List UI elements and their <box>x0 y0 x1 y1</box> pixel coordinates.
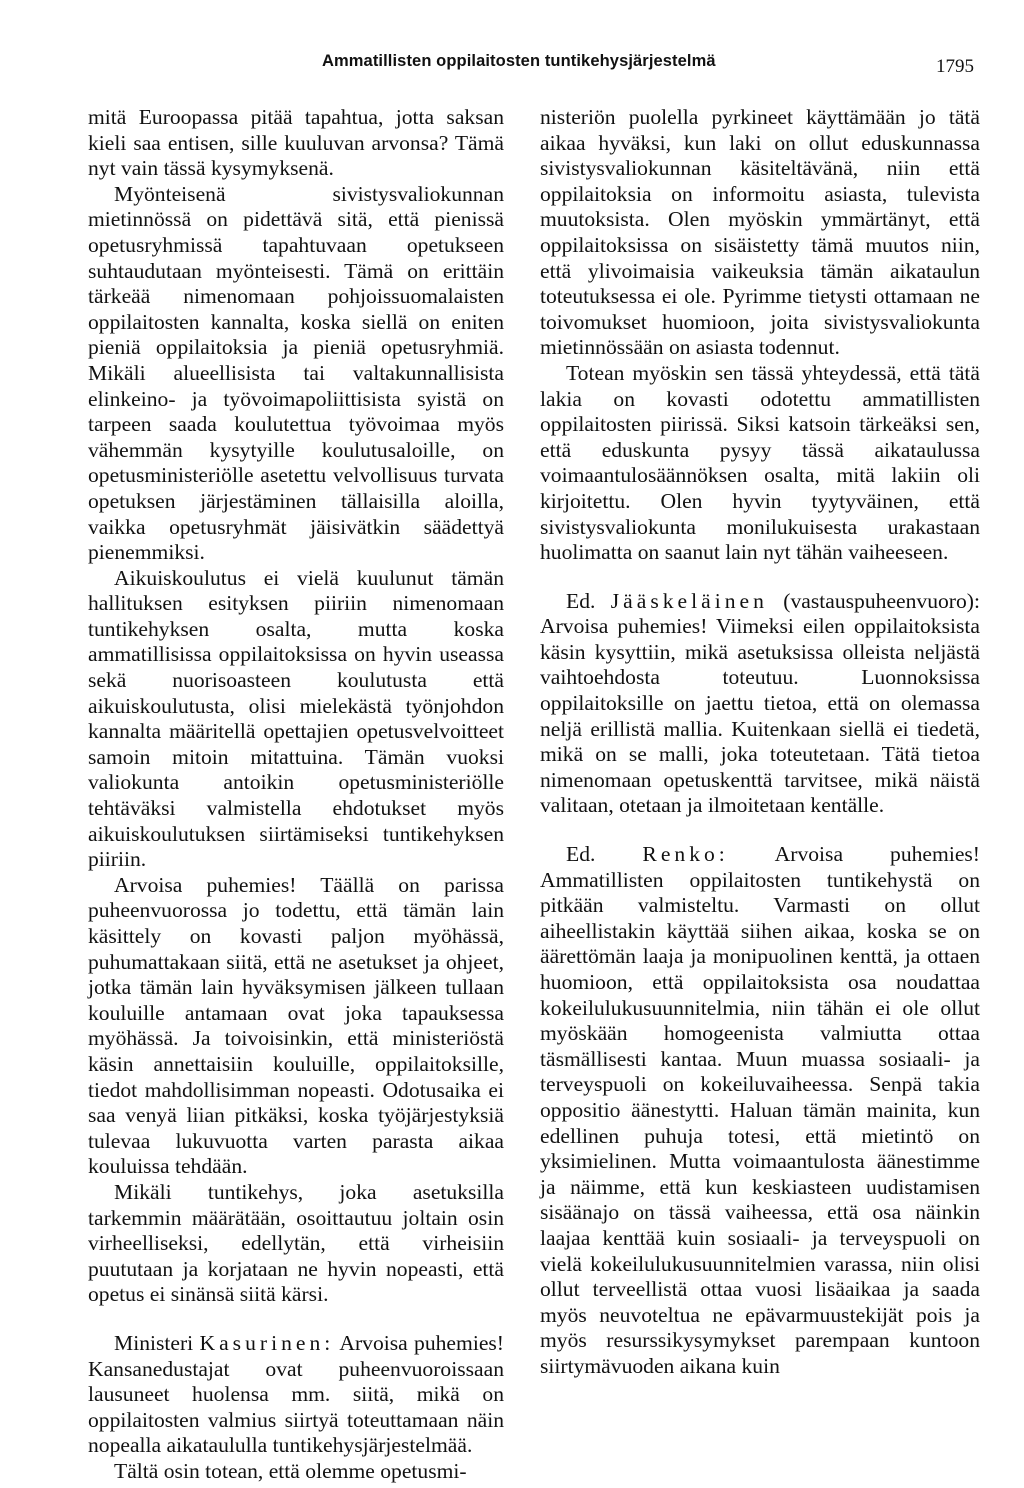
speech-text: Arvoisa puhemies! Kansanedustajat ovat puheenvuoroissaan lausuneet huolensa mm. siitä, mikä on oppilaitosten valmius siirtyä toteuttamaan näin nopealla aikataululla tuntikehysjärjestelmää. <box>88 1330 504 1458</box>
running-title: Ammatillisten oppilaitosten tuntikehysjärjestelmä <box>322 52 716 70</box>
right-column <box>540 105 980 1380</box>
paragraph: Totean myöskin sen tässä yhteydessä, että tätä lakia on kovasti odotettu ammatillisten oppilaitosten piirissä. Siksi katsoin tärkeäksi sen, että eduskunta pysyy tässä aikataulussa voimaantulosäännöksen osalta, mitä lakiin oli kirjoitettu. Olen hyvin tyytyväinen, että sivistysvaliokunta monilukuisesta urakastaan huolimatta on saanut lain nyt tähän vaiheeseen. <box>540 360 980 565</box>
speaker-name: Kasurinen: <box>199 1330 335 1355</box>
speech-paragraph <box>88 1331 504 1459</box>
page-header <box>0 52 1024 82</box>
page-number: 1795 <box>936 56 974 77</box>
paragraph: nisteriön puolella pyrkineet käyttämään jo tätä aikaa hyväksi, kun laki on ollut eduskunnassa sivistysvaliokunnan käsiteltävänä, niin että oppilaitoksia on informoitu asiasta, tulevista muutoksista. Olen myöskin ymmärtänyt, että oppilaitoksissa on sisäistetty tämä muutos niin, että ylivoimaisia vaikeuksia tämän aikataulun toteutuksessa ei ole. Pyrimme tietysti ottamaan ne toivomukset huomioon, joita sivistysvaliokunta mietinnössään on asiasta todennut. <box>540 105 980 360</box>
paragraph: mitä Euroopassa pitää tapahtua, jotta saksan kieli saa entisen, sille kuuluvan arvonsa? Tämä nyt vain tässä kysymyksenä. <box>88 105 504 181</box>
left-column <box>88 105 504 1484</box>
speech-paragraph <box>540 589 980 819</box>
speaker-title: Ministeri <box>114 1330 194 1355</box>
paragraph: Mikäli tuntikehys, joka asetuksilla tarkemmin määrätään, osoittautuu joltain osin virheelliseksi, edellytän, että virheisiin puututaan ja korjataan ne hyvin nopeasti, että opetus ei sinänsä siitä kärsi. <box>88 1179 504 1307</box>
speaker-name: Jääskeläinen <box>610 588 768 613</box>
speaker-title: Ed. <box>566 842 596 867</box>
speech-text: Arvoisa puhemies! Ammatillisten oppilaitosten tuntikehystä on pitkään valmisteltu. Varmasti on ollut aiheellistakin käyttää siihen aikaa, koska se on äärettömän laaja ja monipuolinen kenttä, ja ottaen huomioon, että oppilaitoksista osa noudattaa kokeilulukusuunnitelmia, niin tähän ei ole ollut myöskään homogeenista valmiutta ottaa täsmällisesti kantaa. Muun muassa sosiaali- ja terveyspuoli on kokeiluvaiheessa. Senpä takia oppositio äänestytti. Haluan tämän mainita, kun edellinen puhuja totesi, että mietintö on yksimielinen. Mutta voimaantulosta äänestimme ja näimme, että kun keskiasteen uudistamisen sisäänajo on tässä vaiheessa, että osa näinkin laajaa kenttää kuin sosiaali- ja terveyspuoli on vielä kokeilulukusuunnitelmien varassa, niin olisi ollut terveellistä ottaa vuosi lisäaikaa ja saada myös neuvoteltua ne epävarmuustekijät pois ja myös resurssikysymykset parempaan kuntoon siirtymävuoden aikana kuin <box>540 842 980 1378</box>
speaker-title: Ed. <box>566 588 596 613</box>
speaker-name: Renko: <box>642 842 729 867</box>
paragraph: Aikuiskoulutus ei vielä kuulunut tämän hallituksen esityksen piiriin nimenomaan tuntikehyksen osalta, mutta koska ammatillisissa oppilaitoksissa on hyvin useassa sekä nuorisoasteen koulutusta että aikuiskoulutusta, olisi mielekästä työnjohdon kannalta määritellä opettajien opetusvelvoitteet samoin mitoin mitattuina. Tämän vuoksi valiokunta antoikin opetusministeriölle tehtäväksi valmistella ehdotukset myös aikuiskoulutuksen siirtämiseksi tuntikehyksen piiriin. <box>88 565 504 872</box>
speech-paragraph <box>540 842 980 1379</box>
paragraph: Arvoisa puhemies! Täällä on parissa puheenvuorossa jo todettu, että tämän lain käsittely on kovasti paljon myöhässä, puhumattakaan siitä, että ne asetukset ja ohjeet, jotka tämän lain hyväksymisen jälkeen tullaan kouluille antamaan ovat joka tapauksessa myöhässä. Ja toivoisinkin, että ministeriöstä käsin annettaisiin kouluille, oppilaitoksille, tiedot mahdollisimman nopeasti. Odotusaika ei saa venyä liian pitkäksi, koska työjärjestyksiä tulevaa lukuvuotta varten parasta aikaa kouluissa tehdään. <box>88 872 504 1179</box>
paragraph: Myönteisenä sivistysvaliokunnan mietinnössä on pidettävä sitä, että pienissä opetusryhmissä tapahtuvaan opetukseen suhtaudutaan myönteisesti. Tämä on erittäin tärkeää nimenomaan pohjoissuomalaisten oppilaitosten kannalta, koska siellä on eniten pieniä oppilaitoksia ja pieniä opetusryhmiä. Mikäli alueellisista tai valtakunnallisista elinkeino- ja työvoimapoliittisista syistä on tarpeen saada koulutettua työvoimaa myös vähemmän kysytyille koulutusaloille, on opetusministeriölle asetettu velvollisuus turvata opetuksen järjestäminen tällaisilla aloilla, vaikka opetusryhmät jäisivätkin säädettyä pienemmiksi. <box>88 181 504 565</box>
speech-text: (vastauspuheenvuoro): Arvoisa puhemies! Viimeksi eilen oppilaitoksista käsin kysyttiin, mikä asetuksissa olleista neljästä vaihtoehdosta toteutuu. Luonnoksissa oppilaitoksille on jaettu tietoa, että on olemassa neljä erillistä mallia. Kuitenkaan siellä ei tiedetä, mikä on se malli, joka toteutetaan. Tätä tietoa nimenomaan opetuskenttä tarvitsee, mikä näistä valitaan, otetaan ja ilmoitetaan kentälle. <box>540 588 980 818</box>
paragraph: Tältä osin totean, että olemme opetusmi- <box>114 1458 467 1483</box>
